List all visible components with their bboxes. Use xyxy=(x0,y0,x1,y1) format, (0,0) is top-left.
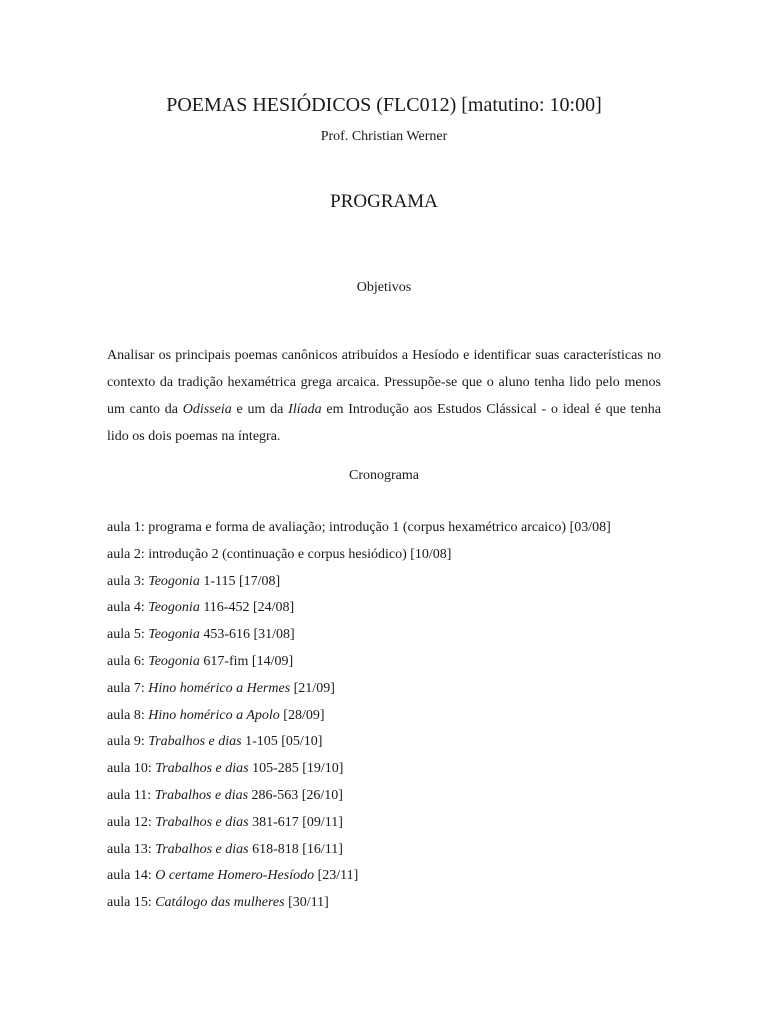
schedule-list xyxy=(107,515,667,917)
lesson-detail: 105-285 [19/10] xyxy=(252,761,344,777)
schedule-item xyxy=(107,569,667,596)
objectives-paragraph xyxy=(107,342,661,450)
work-title: Hino homérico a Apolo xyxy=(148,707,280,723)
schedule-item xyxy=(107,622,667,649)
lesson-label: aula 8: xyxy=(107,707,145,723)
work-title: Catálogo das mulheres xyxy=(155,895,285,911)
work-title: Trabalhos e dias xyxy=(155,841,249,857)
schedule-item xyxy=(107,837,667,864)
lesson-label: aula 12: xyxy=(107,814,152,830)
work-title: Teogonia xyxy=(148,600,200,616)
work-title: Ilíada xyxy=(288,402,322,417)
work-title: Trabalhos e dias xyxy=(154,787,249,803)
work-title: Hino homérico a Hermes xyxy=(148,680,291,696)
lesson-detail: 618-818 [16/11] xyxy=(252,841,343,857)
work-title: Teogonia xyxy=(148,573,200,589)
work-title: Trabalhos e dias xyxy=(155,814,249,830)
schedule-item xyxy=(107,890,667,917)
lesson-detail: 453-616 [31/08] xyxy=(203,627,295,643)
lesson-label: aula 11: xyxy=(107,787,152,803)
lesson-detail: 617-fim [14/09] xyxy=(203,653,294,669)
schedule-item xyxy=(107,595,667,622)
lesson-detail: 381-617 [09/11] xyxy=(252,814,343,830)
schedule-item xyxy=(107,649,667,676)
lesson-label: aula 3: xyxy=(107,573,145,589)
lesson-label: aula 13: xyxy=(107,841,152,857)
schedule-item xyxy=(107,810,667,837)
lesson-detail: [23/11] xyxy=(317,868,359,884)
schedule-item xyxy=(107,863,667,890)
paragraph-text: Analisar os principais poemas canônicos atribuídos a Hesíodo e identificar suas características no contexto da tradição hexamétrica grega arcaica. Pressupõe-se que o aluno tenha lido pelo menos um canto da xyxy=(107,348,661,417)
work-title: Teogonia xyxy=(148,627,200,643)
lesson-label: aula 6: xyxy=(107,653,145,669)
page-title: POEMAS HESIÓDICOS (FLC012) [matutino: 10:00] xyxy=(166,94,602,116)
professor-name: Prof. Christian Werner xyxy=(320,129,448,144)
lesson-detail: 1-115 [17/08] xyxy=(203,573,281,589)
lesson-detail: 286-563 [26/10] xyxy=(251,787,343,803)
paragraph-text: em Introdução aos Estudos Clássical - o ideal é que tenha lido os dois poemas na íntegra. xyxy=(107,402,662,444)
lesson-detail: 116-452 [24/08] xyxy=(203,600,295,616)
schedule-item xyxy=(107,542,667,569)
work-title: Trabalhos e dias xyxy=(155,761,249,777)
lesson-label: aula 5: xyxy=(107,627,145,643)
lesson-detail: [21/09] xyxy=(293,680,335,696)
work-title: Trabalhos e dias xyxy=(148,734,242,750)
schedule-item xyxy=(107,703,667,730)
work-title: Odisseia xyxy=(182,402,232,417)
lesson-detail: [28/09] xyxy=(283,707,325,723)
lesson-label: aula 2: xyxy=(107,546,145,562)
lesson-label: aula 15: xyxy=(107,895,152,911)
lesson-detail: introdução 2 (continuação e corpus hesiódico) [10/08] xyxy=(148,546,452,562)
program-heading: PROGRAMA xyxy=(330,191,438,212)
lesson-label: aula 10: xyxy=(107,761,152,777)
lesson-label: aula 9: xyxy=(107,734,145,750)
objectives-heading: Objetivos xyxy=(356,280,412,295)
paragraph-text: e um da xyxy=(231,402,289,417)
lesson-label: aula 7: xyxy=(107,680,145,696)
schedule-item xyxy=(107,676,667,703)
work-title: Teogonia xyxy=(148,653,200,669)
schedule-item xyxy=(107,756,667,783)
work-title: O certame Homero-Hesíodo xyxy=(155,868,315,884)
lesson-detail: 1-105 [05/10] xyxy=(245,734,323,750)
schedule-item xyxy=(107,515,667,542)
lesson-label: aula 1: xyxy=(107,520,145,535)
schedule-heading: Cronograma xyxy=(349,468,419,483)
lesson-label: aula 14: xyxy=(107,868,152,884)
schedule-item xyxy=(107,729,667,756)
lesson-detail: programa e forma de avaliação; introdução 1 (corpus hexamétrico arcaico) [03/08] xyxy=(148,520,611,535)
schedule-item xyxy=(107,783,667,810)
lesson-label: aula 4: xyxy=(107,600,145,616)
lesson-detail: [30/11] xyxy=(288,895,329,911)
